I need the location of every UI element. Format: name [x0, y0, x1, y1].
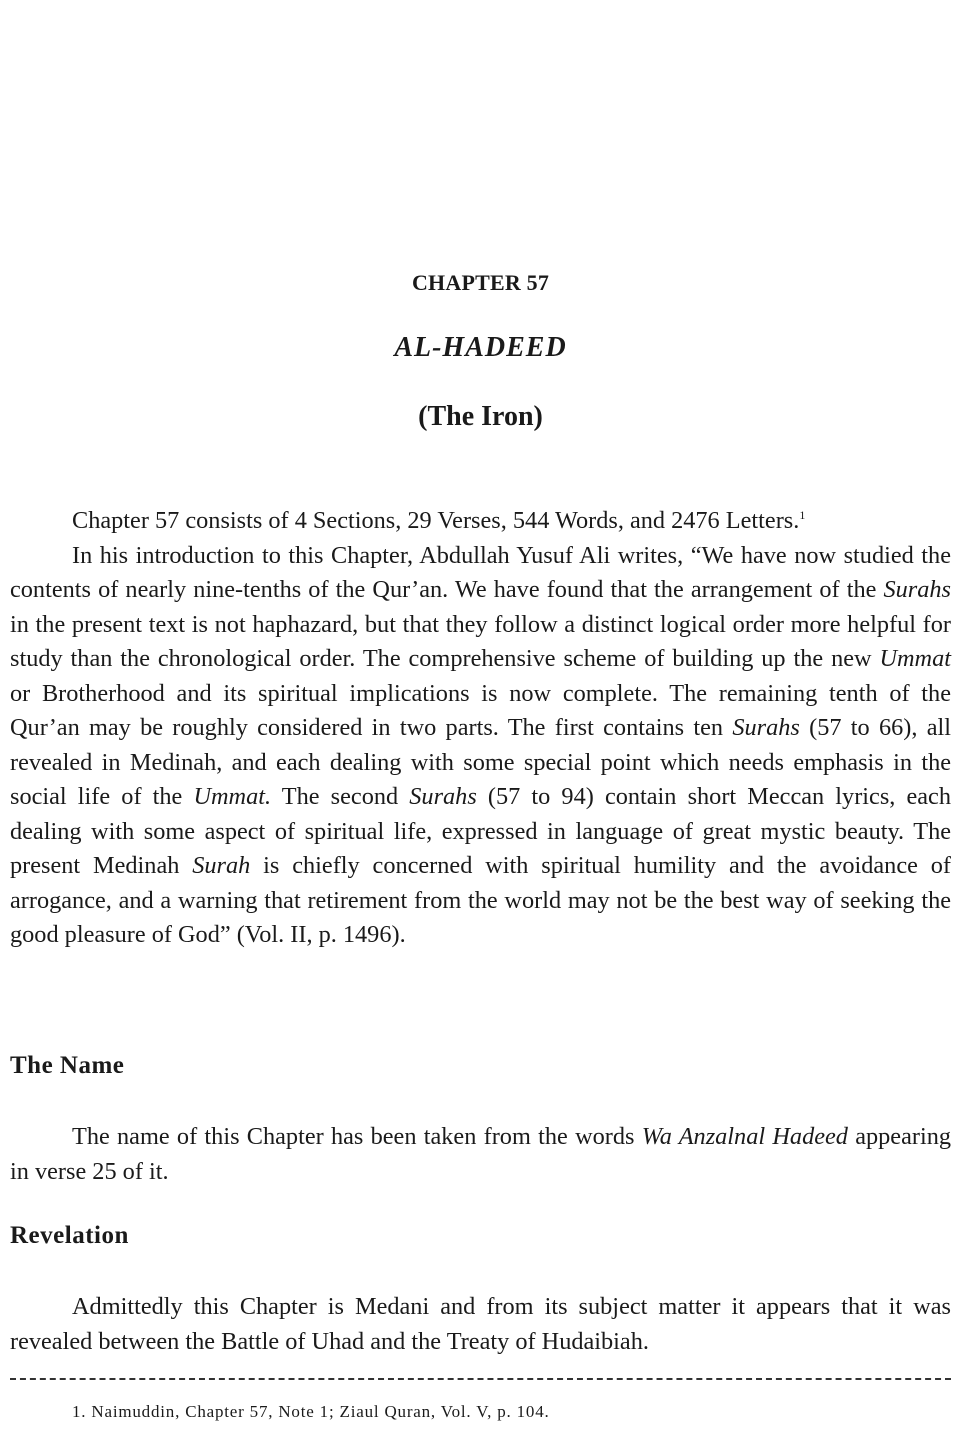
- revelation-text: Admittedly this Chapter is Medani and from its subject matter it appears that it was revealed between the Battle of Uhad and the Treaty of Hudaibiah.: [10, 1293, 951, 1355]
- intro-p2-text-6: (57 to 94) contain short Meccan lyrics, each dealing with some aspect of spiritual life, expressed in language of great mystic beauty. The present Medinah: [10, 783, 951, 879]
- name-section: [10, 1120, 951, 1189]
- intro-section: [10, 504, 951, 953]
- section-heading-revelation: Revelation: [10, 1222, 129, 1249]
- footnote-divider: [10, 1378, 951, 1380]
- name-italic: Wa Anzalnal Hadeed: [641, 1123, 848, 1150]
- intro-paragraph-2: [10, 539, 951, 953]
- intro-p2-text-3: or Brotherhood and its spiritual implications is now complete. The remaining tenth of the Qur’an may be roughly considered in two parts. The first contains ten: [10, 679, 951, 741]
- intro-p2-italic-3: Surahs: [732, 714, 800, 741]
- intro-paragraph-1: [10, 504, 951, 539]
- chapter-subtitle: (The Iron): [418, 401, 543, 432]
- intro-p2-text-4: (57 to 66), all revealed in Medinah, and each dealing with some special point which needs emphasis in the social life of the: [10, 714, 951, 810]
- intro-p2-italic-4: Ummat.: [193, 783, 272, 810]
- footnote-ref: 1: [799, 507, 806, 522]
- intro-p2-italic-6: Surah: [192, 852, 251, 879]
- intro-p1-text: Chapter 57 consists of 4 Sections, 29 Verses, 544 Words, and 2476 Letters.: [72, 507, 800, 534]
- intro-p2-italic-2: Ummat: [879, 645, 951, 672]
- name-paragraph: [10, 1120, 951, 1189]
- intro-p2-text-5: The second: [271, 783, 410, 810]
- intro-p2-italic-5: Surahs: [409, 783, 477, 810]
- revelation-paragraph: [10, 1290, 951, 1359]
- revelation-section: [10, 1290, 951, 1359]
- chapter-title: AL-HADEED: [394, 332, 567, 363]
- name-text-1: The name of this Chapter has been taken from the words: [72, 1123, 642, 1150]
- intro-p2-text-2: in the present text is not haphazard, but that they follow a distinct logical order more helpful for study than the chronological order. The comprehensive scheme of building up the new: [10, 610, 951, 672]
- intro-p2-text-1: In his introduction to this Chapter, Abdullah Yusuf Ali writes, “We have now studied the contents of nearly nine-tenths of the Qur’an. We have found that the arrangement of the: [10, 541, 951, 603]
- section-heading-name: The Name: [10, 1052, 125, 1079]
- intro-p2-italic-1: Surahs: [883, 576, 951, 603]
- name-text-2: appearing in verse 25 of it.: [10, 1123, 951, 1185]
- intro-p2-text-7: is chiefly concerned with spiritual humility and the avoidance of arrogance, and a warning that retirement from the world may not be the best way of seeking the good pleasure of God” (Vol. II, p. 1496).: [10, 852, 951, 948]
- document-page: [10, 0, 951, 1430]
- chapter-number: CHAPTER 57: [411, 270, 550, 295]
- footnote: 1. Naimuddin, Chapter 57, Note 1; Ziaul Quran, Vol. V, p. 104.: [72, 1402, 550, 1421]
